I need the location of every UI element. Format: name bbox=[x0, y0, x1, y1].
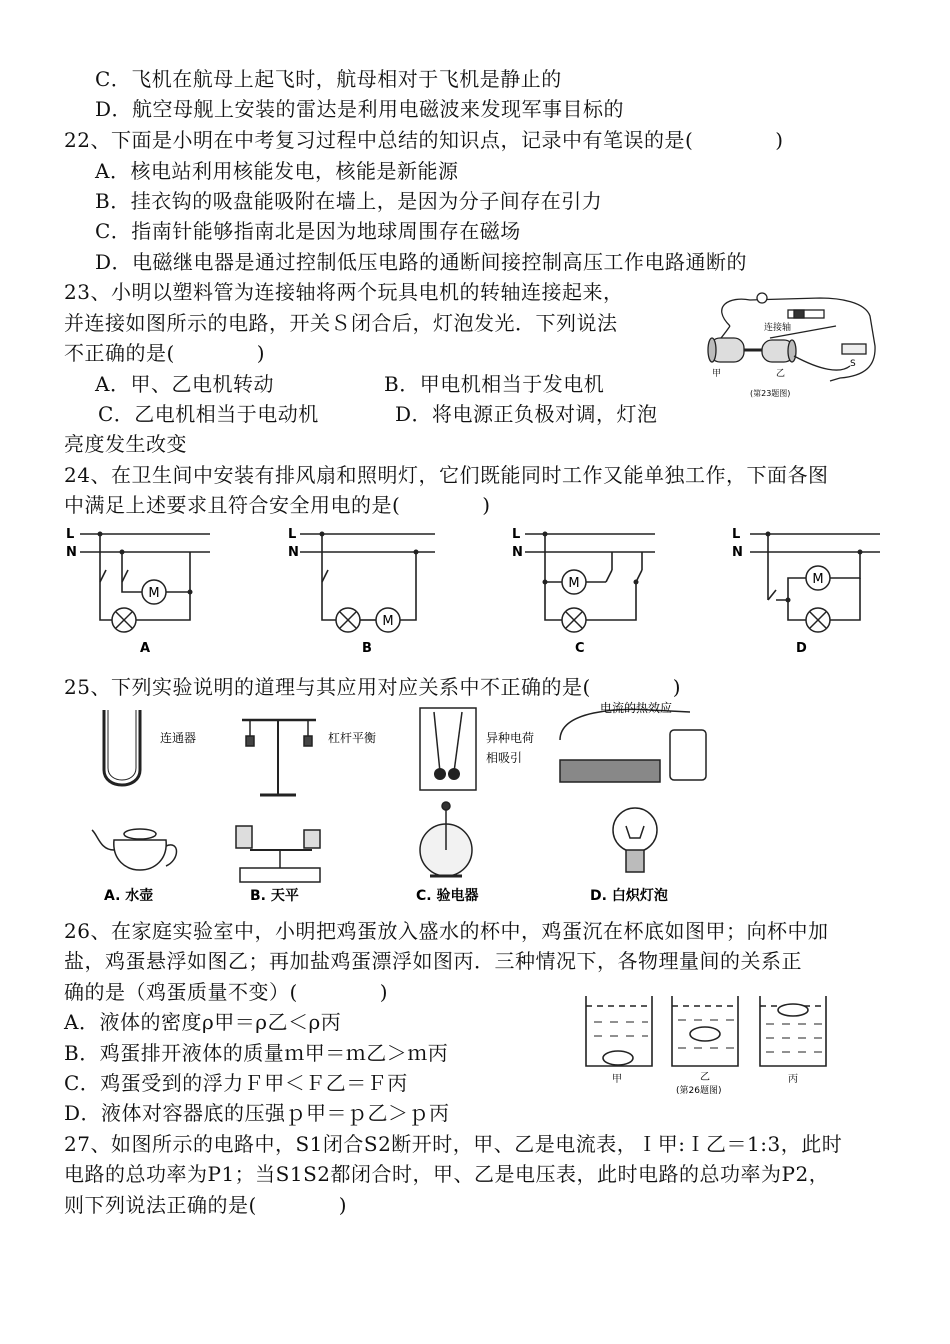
fig26-yi-label: 乙 bbox=[700, 1072, 710, 1083]
q27-stem-2: 电路的总功率为P1；当S1S2都闭合时，甲、乙是电压表，此时电路的总功率为P2， bbox=[64, 1162, 830, 1186]
q27-stem-1: 27、如图所示的电路中，S1闭合S2断开时，甲、乙是电流表，Ｉ甲:Ｉ乙＝1:3，此时 bbox=[64, 1132, 843, 1156]
q23-option-d-cont: 亮度发生改变 bbox=[64, 432, 187, 456]
q26-stem-3: 确的是（鸡蛋质量不变）( ) bbox=[64, 980, 389, 1004]
q23-stem-3: 不正确的是( ) bbox=[64, 341, 266, 365]
q22-option-d: D．电磁继电器是通过控制低压电路的通断间接控制高压工作电路通断的 bbox=[95, 250, 748, 274]
q26-stem-1: 26、在家庭实验室中，小明把鸡蛋放入盛水的杯中，鸡蛋沉在杯底如图甲；向杯中加 bbox=[64, 919, 829, 943]
fig24a-M: M bbox=[148, 586, 160, 601]
fig25-caption-d: D. 白炽灯泡 bbox=[590, 888, 668, 904]
fig24c-N: N bbox=[512, 545, 523, 560]
q23-option-a: A．甲、乙电机转动 bbox=[95, 372, 274, 396]
fig24d-L: L bbox=[732, 527, 741, 542]
q23-option-c: C．乙电机相当于电动机 bbox=[98, 402, 319, 426]
bulb-icon bbox=[757, 293, 767, 303]
q26-option-a: A．液体的密度ρ甲＝ρ乙＜ρ丙 bbox=[64, 1010, 342, 1034]
fig24d-N: N bbox=[732, 545, 743, 560]
fig25-label-heat: 电流的热效应 bbox=[600, 701, 673, 715]
q24-stem-2: 中满足上述要求且符合安全用电的是( ) bbox=[64, 493, 491, 517]
q23-stem-2: 并连接如图所示的电路，开关Ｓ闭合后，灯泡发光．下列说法 bbox=[64, 311, 618, 335]
fig24c-M: M bbox=[568, 576, 580, 591]
fig24a-lamp-icon bbox=[112, 608, 136, 632]
fig26-caption: (第26题图) bbox=[676, 1086, 722, 1095]
q23-stem-1: 23、小明以塑料管为连接轴将两个玩具电机的转轴连接起来， bbox=[64, 280, 624, 304]
fig24c-L: L bbox=[512, 527, 521, 542]
fig25-label-connected-vessel: 连通器 bbox=[160, 731, 197, 745]
q26-option-c: C．鸡蛋受到的浮力Ｆ甲＜Ｆ乙＝Ｆ丙 bbox=[64, 1071, 408, 1095]
fig23-yi-label: 乙 bbox=[776, 369, 786, 379]
light-bulb-icon bbox=[613, 808, 657, 852]
q24-stem-1: 24、在卫生间中安装有排风扇和照明灯，它们既能同时工作又能单独工作，下面各图 bbox=[64, 463, 829, 487]
q23-option-b: B．甲电机相当于发电机 bbox=[384, 372, 605, 396]
q22-stem: 22、下面是小明在中考复习过程中总结的知识点，记录中有笔误的是( ) bbox=[64, 128, 784, 152]
egg-bing-icon bbox=[778, 1004, 808, 1016]
fig24a-N: N bbox=[66, 545, 77, 560]
kettle-icon bbox=[114, 840, 166, 870]
fig26-cups bbox=[578, 990, 858, 1095]
fig24-circuits bbox=[60, 520, 890, 660]
fig25-label-charge-1: 异种电荷 bbox=[486, 731, 535, 745]
scale-icon bbox=[240, 868, 320, 882]
q22-option-b: B．挂衣钩的吸盘能吸附在墙上，是因为分子间存在引力 bbox=[95, 189, 603, 213]
fig24b-N: N bbox=[288, 545, 299, 560]
q27-stem-3: 则下列说法正确的是( ) bbox=[64, 1193, 348, 1217]
fig23-jia-label: 甲 bbox=[712, 369, 722, 379]
fig24-label-a: A bbox=[140, 641, 151, 656]
egg-jia-icon bbox=[603, 1051, 633, 1065]
fig25-caption-b: B. 天平 bbox=[250, 888, 299, 904]
fig24b-lamp-icon bbox=[336, 608, 360, 632]
q25-stem: 25、下列实验说明的道理与其应用对应关系中不正确的是( ) bbox=[64, 675, 682, 699]
fig23-motor-circuit bbox=[690, 286, 890, 404]
q23-option-d: D．将电源正负极对调，灯泡 bbox=[395, 402, 658, 426]
fig25-caption-a: A. 水壶 bbox=[104, 888, 154, 904]
heater-icon bbox=[560, 760, 660, 782]
fig24a-L: L bbox=[66, 527, 75, 542]
fig23-shaft-label: 连接轴 bbox=[764, 323, 792, 333]
fig24-label-c: C bbox=[575, 641, 585, 656]
fig26-jia-label: 甲 bbox=[612, 1074, 622, 1085]
egg-yi-icon bbox=[690, 1027, 720, 1041]
fig24b-M: M bbox=[382, 614, 394, 629]
fig24d-lamp-icon bbox=[806, 608, 830, 632]
fig24d-M: M bbox=[812, 572, 824, 587]
fig26-bing-label: 丙 bbox=[788, 1074, 798, 1085]
fig25-experiments bbox=[90, 700, 730, 910]
fig25-label-lever: 杠杆平衡 bbox=[328, 731, 377, 745]
fig23-caption: (第23题图) bbox=[750, 389, 791, 398]
q21-option-c: C．飞机在航母上起飞时，航母相对于飞机是静止的 bbox=[95, 67, 562, 91]
q22-option-c: C．指南针能够指南北是因为地球周围存在磁场 bbox=[95, 219, 521, 243]
fig24c-lamp-icon bbox=[562, 608, 586, 632]
q22-option-a: A．核电站利用核能发电，核能是新能源 bbox=[95, 159, 459, 183]
fig24-label-d: D bbox=[796, 641, 807, 656]
q26-option-d: D．液体对容器底的压强ｐ甲＝ｐ乙＞ｐ丙 bbox=[64, 1101, 450, 1125]
q26-stem-2: 盐，鸡蛋悬浮如图乙；再加盐鸡蛋漂浮如图丙．三种情况下，各物理量间的关系正 bbox=[64, 949, 802, 973]
q21-option-d: D．航空母舰上安装的雷达是利用电磁波来发现军事目标的 bbox=[95, 97, 625, 121]
fig23-switch-label: S bbox=[850, 359, 856, 369]
fig24b-L: L bbox=[288, 527, 297, 542]
fig25-label-charge-2: 相吸引 bbox=[486, 751, 523, 765]
switch-icon bbox=[842, 344, 866, 354]
fig24-label-b: B bbox=[362, 641, 372, 656]
q26-option-b: B．鸡蛋排开液体的质量ｍ甲＝ｍ乙＞ｍ丙 bbox=[64, 1041, 449, 1065]
fig25-caption-c: C. 验电器 bbox=[416, 888, 479, 904]
charge-box-icon bbox=[420, 708, 476, 790]
